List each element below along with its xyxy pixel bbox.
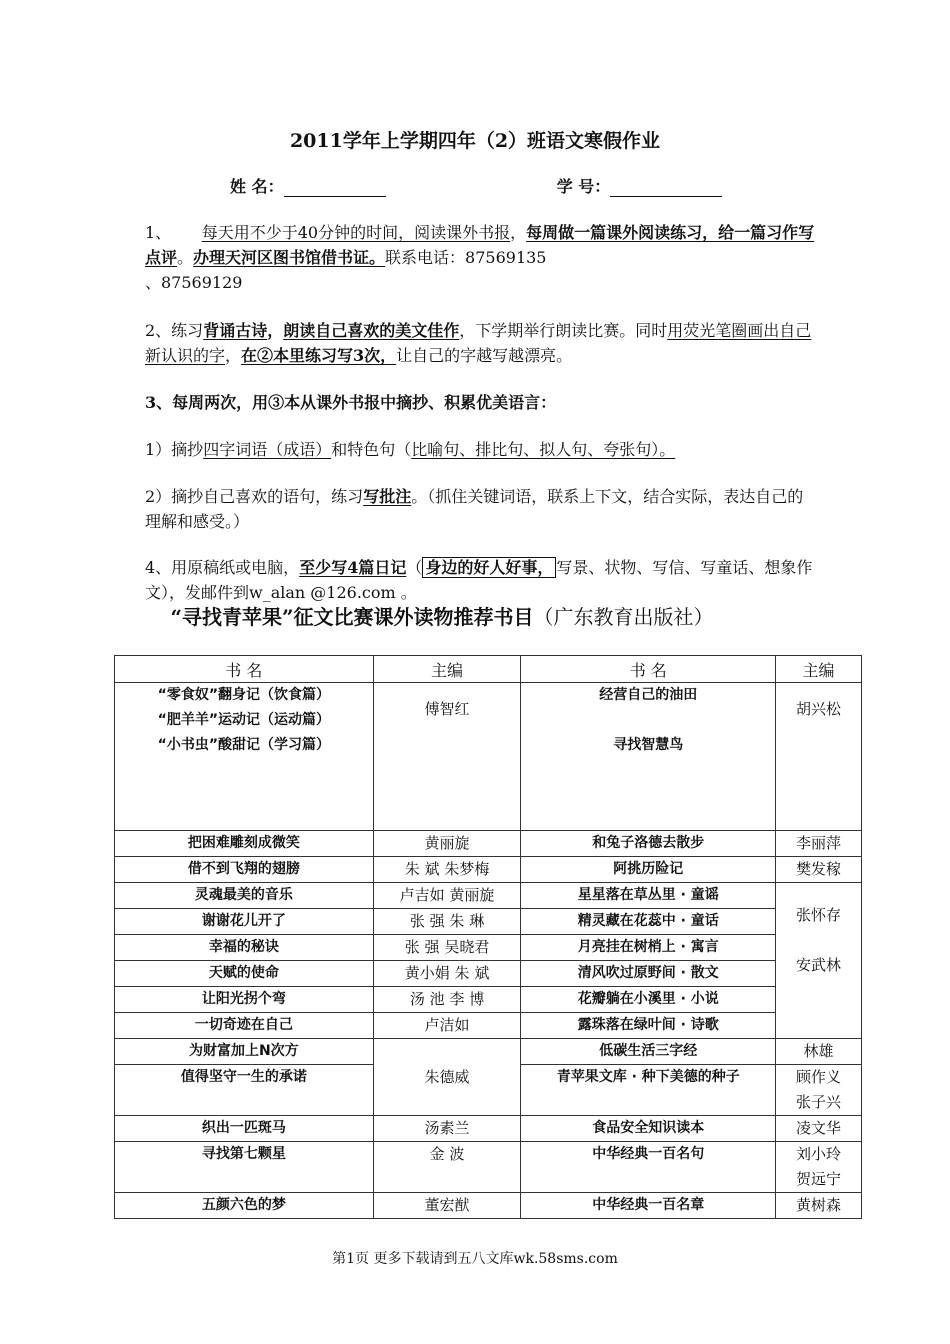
editor-name: 朱德威 <box>424 1067 470 1086</box>
cell-editor: 卢吉如 黄丽旋 <box>373 883 521 909</box>
name-label: 姓 名： <box>230 177 284 196</box>
editor-name: 胡兴松 <box>796 700 842 718</box>
book-table <box>114 655 862 1219</box>
cell-editor: 黄树森 <box>776 1193 862 1219</box>
header-book-2: 书 名 <box>521 656 776 683</box>
cell-editor: 张 强 吴晓君 <box>373 935 521 961</box>
cell-book: 谢谢花儿开了 <box>115 909 374 935</box>
page-footer: 第1页 更多下载请到五八文库wk.58sms.com <box>332 1251 618 1267</box>
header-editor-2: 主编 <box>776 656 862 683</box>
cell-editor: 樊发稼 <box>776 857 862 883</box>
item-2-read-aloud: 朗读自己喜欢的美文佳作 <box>283 321 460 340</box>
cell-editor: 金 波 <box>373 1142 521 1193</box>
item-2-contest: ，下学期举行朗读比赛。同时 <box>459 321 668 340</box>
editor-name: 贺远宁 <box>796 1170 842 1188</box>
table-row <box>115 935 862 961</box>
cell-book: 食品安全知识读本 <box>521 1116 776 1142</box>
item-4-paren: （ <box>406 558 423 577</box>
item-4-diary: 至少写4篇日记 <box>299 558 407 577</box>
table-row <box>115 831 862 857</box>
name-blank[interactable] <box>284 180 386 197</box>
book-title: 寻找智慧鸟 <box>613 737 684 753</box>
item-1-num: 1、 <box>145 223 172 242</box>
book-title: “小书虫”酸甜记（学习篇） <box>157 737 331 753</box>
cell-editor: 李丽萍 <box>776 831 862 857</box>
item-1-comma: ， <box>510 223 527 242</box>
item-3-2 <box>145 484 815 534</box>
cell-book: 低碳生活三字经 <box>521 1039 776 1065</box>
item-2-practice: 在②本里练习写3次， <box>241 346 397 365</box>
item-1-period: 。 <box>177 248 194 267</box>
item-4-email: 写景、状物、写信、写童话、想象作文），发邮件到w_alan @126.com 。 <box>145 558 813 602</box>
cell-book: 和兔子洛德去散步 <box>521 831 776 857</box>
item-2-lead: 2、练习 <box>145 321 204 340</box>
book-title: 经营自己的油田 <box>599 687 698 703</box>
cell-book: 清风吹过原野间 · 散文 <box>521 961 776 987</box>
item-1-phone2: 、87569129 <box>145 273 243 292</box>
cell-editor <box>776 1142 862 1193</box>
table-row <box>115 909 862 935</box>
table-row <box>115 1142 862 1193</box>
cell-book: 月亮挂在树梢上 · 寓言 <box>521 935 776 961</box>
cell-editor: 林雄 <box>776 1039 862 1065</box>
id-label: 学 号： <box>556 177 611 196</box>
cell-book: 寻找第七颗星 <box>115 1142 374 1193</box>
cell-book: 让阳光拐个弯 <box>115 987 374 1013</box>
item-2-poem: 背诵古诗 <box>203 321 268 340</box>
cell-book: 织出一匹斑马 <box>115 1116 374 1142</box>
recommend-title <box>145 604 825 630</box>
cell-book: 把困难雕刻成微笑 <box>115 831 374 857</box>
table-row <box>115 1116 862 1142</box>
student-fields <box>230 174 722 197</box>
cell-editor-group <box>776 883 862 1039</box>
table-header <box>115 656 862 683</box>
item-4-lead: 4、用原稿纸或电脑， <box>145 558 300 577</box>
cell-editor <box>776 683 862 831</box>
item-3-2-note: 。（抓住关键词语，联系上下文，结合实际，表达自己的理解和感受。） <box>145 487 804 531</box>
editor-name: 顾作义 <box>796 1068 842 1086</box>
editor-name: 张子兴 <box>796 1093 842 1111</box>
cell-editor <box>373 1039 521 1116</box>
cell-book: 灵魂最美的音乐 <box>115 883 374 909</box>
item-4 <box>145 555 815 605</box>
item-2-comma2: ， <box>225 346 242 365</box>
page-title: 2011学年上学期四年（2）班语文寒假作业 <box>289 130 661 152</box>
item-3 <box>145 390 815 415</box>
cell-book: 天赋的使命 <box>115 961 374 987</box>
cell-book <box>521 683 776 831</box>
table-row <box>115 683 862 831</box>
item-2-comma: ， <box>267 321 284 340</box>
recommend-publisher: （广东教育出版社） <box>533 605 714 629</box>
item-1-library-card: 办理天河区图书馆借书证。 <box>193 248 386 267</box>
cell-editor: 张 强 朱 琳 <box>373 909 521 935</box>
item-3-2-lead: 2）摘抄自己喜欢的语句，练习 <box>145 487 364 506</box>
editor-name: 张怀存 <box>796 906 842 924</box>
table-row <box>115 883 862 909</box>
table-row <box>115 961 862 987</box>
cell-book: 借不到飞翔的翅膀 <box>115 857 374 883</box>
item-2 <box>145 318 815 368</box>
table-row <box>115 1193 862 1219</box>
table-row <box>115 857 862 883</box>
cell-book: 精灵藏在花蕊中 · 童话 <box>521 909 776 935</box>
item-3-text: 3、每周两次，用③本从课外书报中摘抄、积累优美语言： <box>145 393 557 412</box>
item-1 <box>145 220 815 295</box>
table-row <box>115 987 862 1013</box>
cell-book: 阿挑历险记 <box>521 857 776 883</box>
cell-book: 花瓣躺在小溪里 · 小说 <box>521 987 776 1013</box>
cell-book: 中华经典一百名句 <box>521 1142 776 1193</box>
cell-book: 星星落在草丛里 · 童谣 <box>521 883 776 909</box>
cell-book: 青苹果文库 · 种下美德的种子 <box>521 1065 776 1116</box>
item-2-highlighter: 用荧光笔圈画出自己新认识的字 <box>145 321 812 365</box>
item-3-1-lead: 1）摘抄 <box>145 440 204 459</box>
cell-editor: 汤素兰 <box>373 1116 521 1142</box>
cell-book: 幸福的秘诀 <box>115 935 374 961</box>
editor-name: 刘小玲 <box>796 1145 842 1163</box>
cell-editor: 董宏猷 <box>373 1193 521 1219</box>
cell-book: 中华经典一百名章 <box>521 1193 776 1219</box>
cell-editor: 凌文华 <box>776 1116 862 1142</box>
item-3-1-sentences: 比喻句、排比句、拟人句、夸张句）。 <box>411 440 676 459</box>
editor-name: 傅智红 <box>424 700 470 718</box>
book-title: “零食奴”翻身记（饮食篇） <box>157 687 331 703</box>
item-3-1-idioms: 四字词语（成语） <box>203 440 332 459</box>
header-book: 书 名 <box>115 656 374 683</box>
cell-book: 值得坚守一生的承诺 <box>115 1065 374 1116</box>
item-2-end: 让自己的字越写越漂亮。 <box>396 346 573 365</box>
cell-book: 为财富加上N次方 <box>115 1039 374 1065</box>
item-3-1 <box>145 437 815 462</box>
cell-editor: 黄丽旋 <box>373 831 521 857</box>
cell-editor <box>776 1065 862 1116</box>
item-1-reading: 每天用不少于40分钟的时间，阅读课外书报 <box>201 223 511 242</box>
cell-book: 五颜六色的梦 <box>115 1193 374 1219</box>
cell-book: 露珠落在绿叶间 · 诗歌 <box>521 1013 776 1039</box>
cell-editor: 汤 池 李 博 <box>373 987 521 1013</box>
header-editor: 主编 <box>373 656 521 683</box>
item-3-1-mid: 和特色句（ <box>331 440 412 459</box>
cell-book <box>115 683 374 831</box>
book-title: “肥羊羊”运动记（运动篇） <box>157 712 331 728</box>
cell-editor <box>373 683 521 831</box>
table-row <box>115 1013 862 1039</box>
item-1-weekly: 每周做一篇课外阅读练习，给一篇习作写点评 <box>145 223 815 267</box>
cell-book: 一切奇迹在自己 <box>115 1013 374 1039</box>
editor-name: 安武林 <box>796 956 842 974</box>
cell-editor: 朱 斌 朱梦梅 <box>373 857 521 883</box>
table-row <box>115 1039 862 1065</box>
cell-editor: 卢洁如 <box>373 1013 521 1039</box>
item-4-good-deeds: 身边的好人好事， <box>422 557 556 578</box>
recommend-heading: “寻找青苹果”征文比赛课外读物推荐书目 <box>170 605 534 629</box>
item-3-2-annotate: 写批注 <box>363 487 412 506</box>
cell-editor: 黄小娟 朱 斌 <box>373 961 521 987</box>
item-1-phone: 联系电话：87569135 <box>385 248 547 267</box>
id-blank[interactable] <box>610 180 722 197</box>
